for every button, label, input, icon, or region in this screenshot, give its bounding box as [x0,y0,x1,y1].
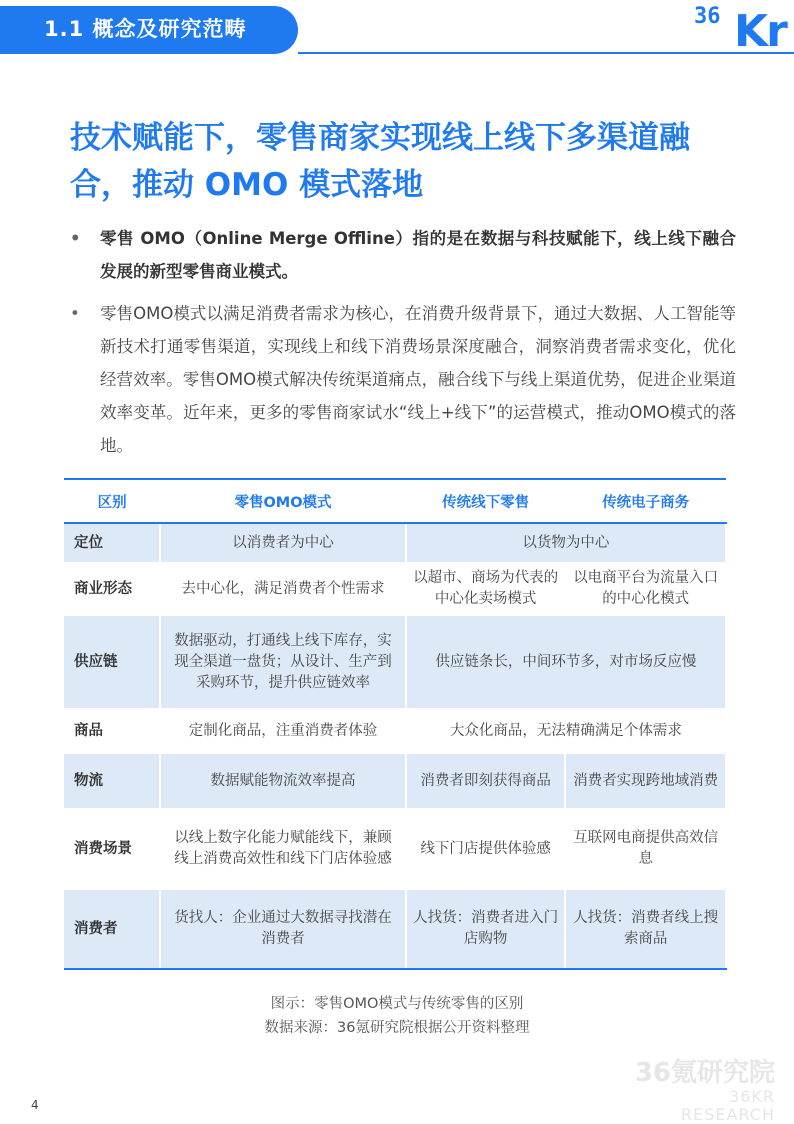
table-cell: 数据驱动，打通线上线下库存，实现全渠道一盘货；从设计、生产到采购环节，提升供应链效率 [160,615,406,709]
36kr-logo [694,0,794,57]
table-cell: 线下门店提供体验感 [406,809,566,889]
bullet-item [70,222,736,288]
watermark-title: 36氪研究院 [634,1058,775,1088]
table-row [64,709,726,753]
table-row [64,889,726,969]
table-cell: 定制化商品，注重消费者体验 [160,709,406,753]
row-label: 供应链 [64,615,160,709]
bullet-dot-icon: • [70,304,80,323]
table-row [64,753,726,809]
header-cell: 零售OMO模式 [160,479,406,523]
bullet-list [70,222,736,471]
header-cell: 区别 [64,479,160,523]
bullet-text: 零售OMO模式以满足消费者需求为核心，在消费升级背景下，通过大数据、人工智能等新技术打通零售渠道，实现线上和线下消费场景深度融合，洞察消费者需求变化，优化经营效率。零售OMO模式解决传统渠道痛点，融合线下与线上渠道优势，促进企业渠道效率变革。近年来，更多的零售商家试水“线上+线下”的运营模式，推动OMO模式的落地。 [100,304,736,455]
table-row [64,809,726,889]
table-cell: 数据赋能物流效率提高 [160,753,406,809]
row-label: 消费者 [64,889,160,969]
table-cell: 供应链条长，中间环节多，对市场反应慢 [406,615,726,709]
logo-letters: Kr [734,6,786,57]
header-cell: 传统线下零售 [406,479,566,523]
table-cell: 以货物为中心 [406,523,726,563]
table-row [64,563,726,615]
table-cell: 大众化商品，无法精确满足个体需求 [406,709,726,753]
table-cell: 互联网电商提供高效信息 [565,809,726,889]
table-cell: 消费者即刻获得商品 [406,753,566,809]
logo-number: 36 [694,4,721,29]
watermark-logo [633,1058,775,1124]
comparison-table [64,478,727,970]
row-label: 商品 [64,709,160,753]
table-header-row [64,479,726,523]
section-title: 1.1 概念及研究范畴 [44,17,247,41]
header-bar [0,0,794,55]
figure-caption: 图示：零售OMO模式与传统零售的区别 [270,996,524,1012]
bullet-text: 零售 OMO（Online Merge Offline）指的是在数据与科技赋能下，线上线下融合发展的新型零售商业模式。 [100,229,736,281]
row-label: 消费场景 [64,809,160,889]
bullet-dot-icon: • [70,229,81,248]
row-label: 商业形态 [64,563,160,615]
table-cell: 以超市、商场为代表的中心化卖场模式 [406,563,566,615]
page-title: 技术赋能下，零售商家实现线上线下多渠道融合，推动 OMO 模式落地 [70,120,690,203]
table-cell: 以线上数字化能力赋能线下，兼顾线上消费高效性和线下门店体验感 [160,809,406,889]
data-source-note: 数据来源：36氪研究院根据公开资料整理 [264,1020,530,1036]
table-cell: 人找货：消费者线上搜索商品 [565,889,726,969]
table-row [64,523,726,563]
page-number: 4 [31,1098,39,1112]
table-cell: 货找人：企业通过大数据寻找潜在消费者 [160,889,406,969]
table-cell: 以电商平台为流量入口的中心化模式 [565,563,726,615]
row-label: 物流 [64,753,160,809]
table-cell: 人找货：消费者进入门店购物 [406,889,566,969]
watermark-subtitle: 36KR RESEARCH [681,1087,775,1124]
table-cell: 去中心化，满足消费者个性需求 [160,563,406,615]
table-row [64,615,726,709]
table-cell: 消费者实现跨地域消费 [565,753,726,809]
bullet-item [70,297,736,462]
row-label: 定位 [64,523,160,563]
table-cell: 以消费者为中心 [160,523,406,563]
header-cell: 传统电子商务 [565,479,726,523]
